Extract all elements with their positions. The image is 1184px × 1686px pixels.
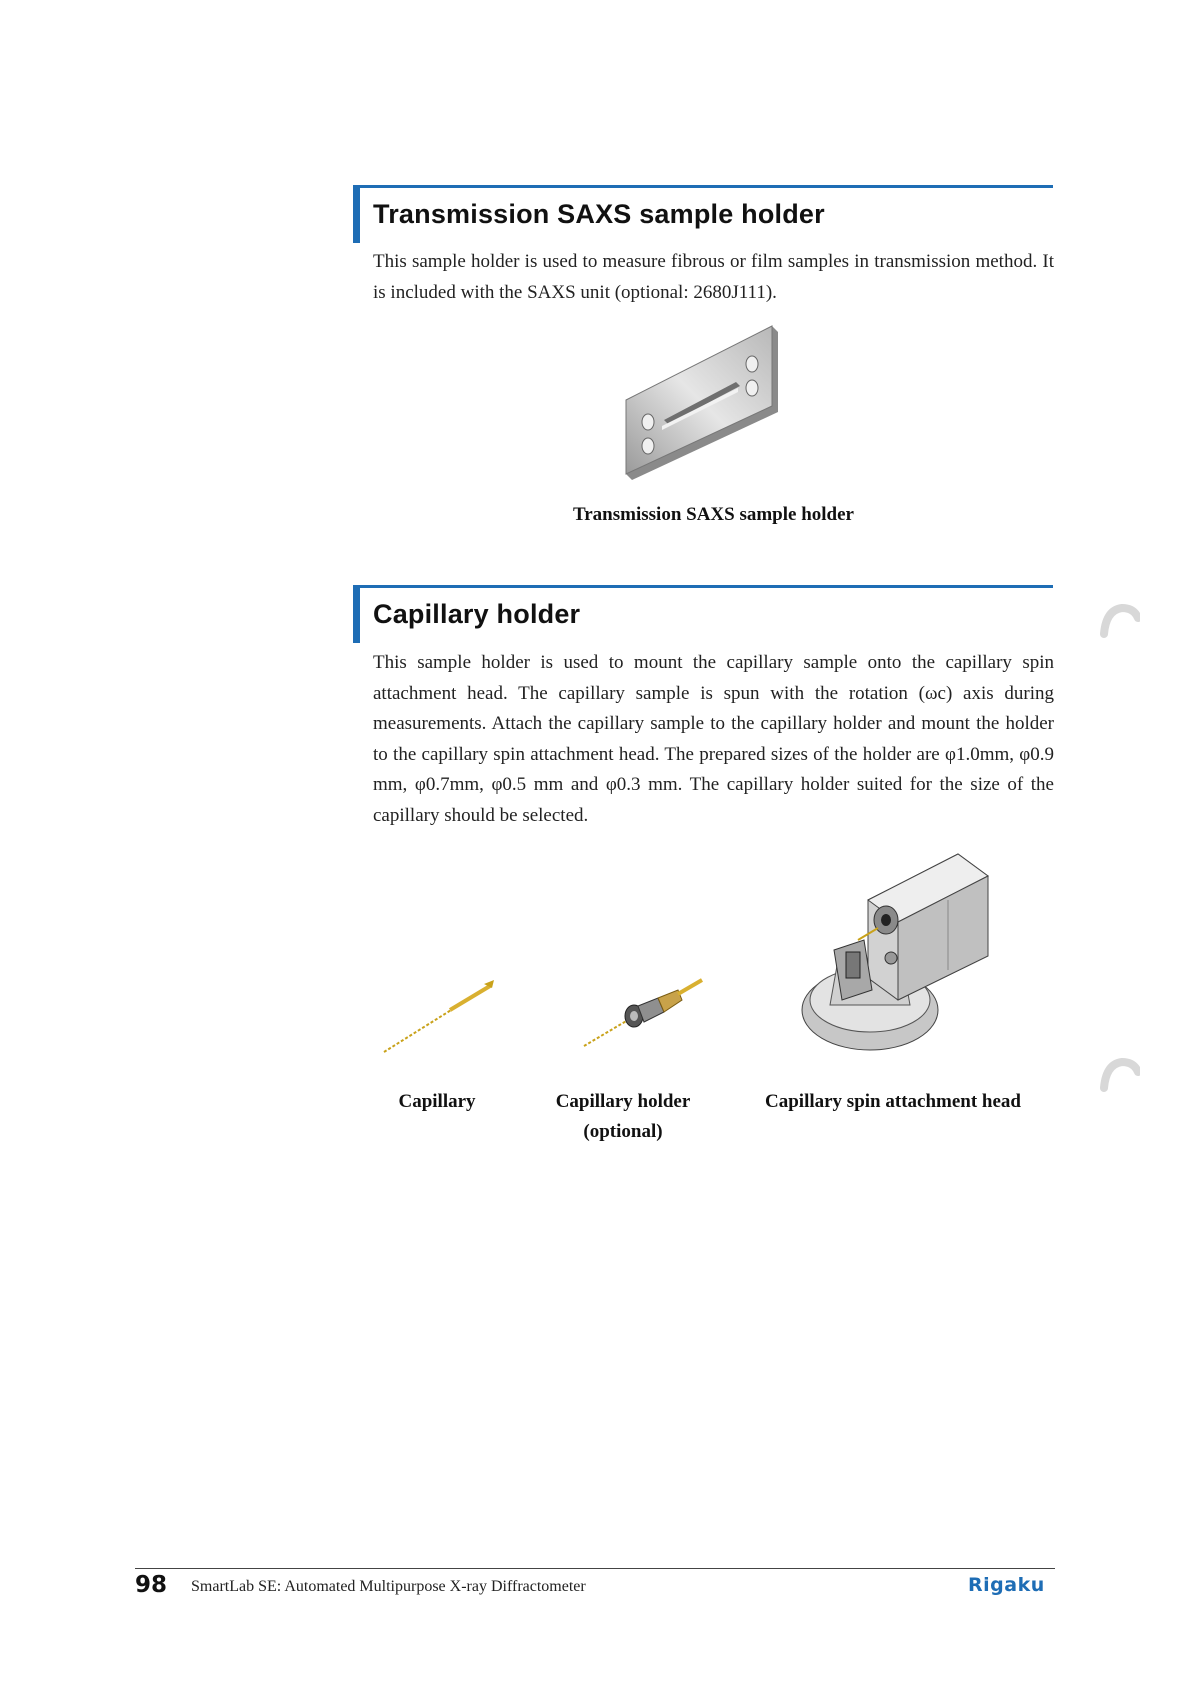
figure-caption: Transmission SAXS sample holder — [572, 504, 854, 525]
heading-accent-bar — [353, 185, 360, 243]
section-title: Capillary holder — [373, 599, 581, 629]
caption-spin-attachment-head: Capillary spin attachment head — [765, 1091, 1021, 1112]
footer-title: SmartLab SE: Automated Multipurpose X-ray Diffractometer — [191, 1578, 586, 1595]
section-body: This sample holder is used to mount the capillary sample onto the capillary spin attachment head. The capillary sample is spun with the rotation (ωc) axis during measurements. Attach the capillary sample to the capillary holder and mount the holder to the capillary spin attachment head. The prepared sizes of the holder are φ1.0mm, φ0.9 mm, φ0.7mm, φ0.5 mm and φ0.3 mm. The capillary holder suited for the size of the capillary should be selected. — [373, 652, 1054, 826]
brand-logo: Rigaku — [968, 1574, 1045, 1596]
heading-rule — [353, 585, 1053, 588]
caption-capillary: Capillary — [398, 1091, 476, 1112]
caption-capillary-holder-optional: (optional) — [583, 1121, 663, 1142]
binder-hole-icon — [1100, 604, 1140, 640]
section-body: This sample holder is used to measure fibrous or film samples in transmission method. It is included with the SAXS unit (optional: 2680J111). — [373, 251, 1054, 303]
spin-attachment-head-illustration — [798, 840, 998, 1055]
section-title: Transmission SAXS sample holder — [373, 199, 825, 229]
heading-rule — [353, 185, 1053, 188]
footer-rule — [135, 1568, 1055, 1569]
saxs-holder-illustration — [622, 322, 782, 482]
capillary-illustration — [380, 978, 500, 1058]
capillary-holder-illustration — [578, 972, 708, 1052]
page-number: 98 — [135, 1572, 168, 1598]
heading-accent-bar — [353, 585, 360, 643]
caption-capillary-holder: Capillary holder — [555, 1091, 691, 1112]
binder-hole-icon — [1100, 1058, 1140, 1094]
